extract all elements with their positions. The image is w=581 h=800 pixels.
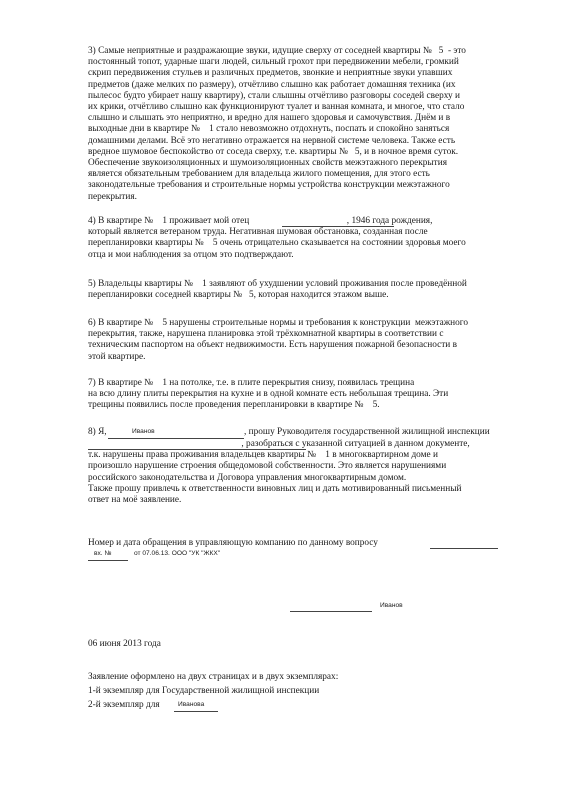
registration-blank — [430, 548, 498, 549]
text-line: , разобраться с указанной ситуацией в данном документе, — [88, 439, 470, 449]
text-line: перекрытия. — [88, 191, 137, 202]
text-line: пылесос будто убирает нашу квартиру), стали слышны отчётливо разговоры соседей сверху и — [88, 90, 460, 101]
text-line: т.к. нарушены права проживания владельцев квартиры № 1 в многоквартирном доме и — [88, 450, 438, 461]
footer-line-3: 2-й экземпляр для — [88, 700, 160, 710]
signature-name: Иванов — [380, 602, 403, 609]
text-line: постоянный топот, ударные шаги людей, сильный грохот при передвижении мебели, громкий — [88, 57, 459, 68]
text-line: трещины появились после проведения перепланировки в квартире № 5. — [88, 400, 380, 411]
text-line: вредное шумовое беспокойство от соседа сверху, т.е. квартиры № 5, и в ночное время суток. — [88, 146, 459, 157]
footer-recipient-name: Иванова — [178, 701, 205, 708]
applicant-name-handwritten: Иванов — [132, 428, 155, 435]
text-line: предметов (даже мелких по размеру), отчётливо слышно как работает домашняя техника (их — [88, 79, 456, 90]
text-line: является обязательным требованием для владельца жилого помещения, для этого есть — [88, 169, 430, 180]
text-line: 5) Владельцы квартиры № 1 заявляют об ухудшении условий проживания после проведённой — [88, 279, 467, 289]
text-line: произошло нарушение строения общедомовой собственности. Это является нарушениями — [88, 461, 447, 472]
text-line: отца и мои наблюдения за отцом это подтверждают. — [88, 249, 294, 260]
text-line: этой квартире. — [88, 351, 146, 362]
paragraph-3 — [88, 46, 548, 203]
text-line: техническим паспортом на объект недвижимости. Есть нарушения пожарной безопасности в — [88, 340, 457, 351]
text-line: скрип передвижения стульев и различных предметов, звонкие и неприятные звуки упавших — [88, 68, 453, 79]
footer-line-1: Заявление оформлено на двух страницах и в двух экземплярах: — [88, 672, 339, 682]
text-line: перекрытия, также, нарушена планировка этой трёхкомнатной квартиры в соответствии с — [88, 329, 444, 340]
text-line: выходные дни в квартире № 1 стало невозможно отдохнуть, поспать и спокойно заняться — [88, 124, 450, 135]
footer-recipient-blank — [174, 711, 218, 712]
text-line: домашними делами. Всё это негативно отражается на нервной системе человека. Также есть — [88, 135, 456, 146]
document-date: 06 июня 2013 года — [88, 639, 161, 649]
text-line: российского законодательства и Договора управления многоквартирным домом. — [88, 472, 407, 483]
text-line: Также прошу привлечь к ответственности виновных лиц и дать мотивированный письменный — [88, 483, 462, 494]
paragraph-6 — [88, 318, 548, 363]
paragraph-4 — [88, 216, 548, 261]
father-name-blank — [282, 226, 394, 227]
signature-line — [290, 611, 372, 612]
registration-date-handwritten: от 07.06.13. ООО "УК "ЖКХ" — [134, 550, 221, 557]
paragraph-7 — [88, 378, 548, 412]
registration-number-handwritten: вх. № — [94, 550, 112, 557]
text-line: их крики, отчётливо слышно как функционируют туалет и ванная комната, и многое, что стало — [88, 102, 465, 113]
paragraph-5 — [88, 279, 548, 301]
footer-line-2: 1-й экземпляр для Государственной жилищной инспекции — [88, 686, 320, 696]
text-line: 7) В квартире № 1 на потолке, т.е. в плите перекрытия снизу, появилась трещина — [88, 378, 415, 388]
text-line: перепланировки квартиры № 5 очень отрицательно сказывается на состоянии здоровья моего — [88, 238, 466, 249]
text-line: законодательные требования и строительные нормы устройства конструкции межэтажного — [88, 180, 450, 191]
text-line: перепланировки соседней квартиры № 5, которая находится этажом выше. — [88, 290, 389, 301]
text-line: слышно и слышать это неприятно, и вредно для нашего здоровья и самочувствия. Днём и в — [88, 113, 451, 124]
registration-line: Номер и дата обращения в управляющую компанию по данному вопросу — [88, 538, 378, 548]
paragraph-8-first-line: 8) Я, — [88, 427, 107, 437]
paragraph-8 — [88, 439, 548, 506]
text-line: на всю длину плиты перекрытия на кухне и в одной комнате есть небольшая трещина. Эти — [88, 389, 449, 400]
paragraph-8-first-line-suffix: , прошу Руководителя государственной жилищной инспекции — [244, 427, 490, 437]
text-line: ответ на моё заявление. — [88, 495, 182, 506]
registration-number-blank — [88, 560, 128, 561]
text-line: 3) Самые неприятные и раздражающие звуки, идущие сверху от соседней квартиры № 5 - это — [88, 46, 466, 56]
text-line: который является ветераном труда. Негативная шумовая обстановка, созданная после — [88, 227, 428, 238]
text-line: Обеспечение звукоизоляционных и шумоизоляционных свойств межэтажного перекрытия — [88, 158, 447, 169]
text-line: 6) В квартире № 5 нарушены строительные нормы и требования к конструкции межэтажного — [88, 318, 468, 328]
text-line: 4) В квартире № 1 проживает мой отец , 1946 года рождения, — [88, 216, 433, 226]
